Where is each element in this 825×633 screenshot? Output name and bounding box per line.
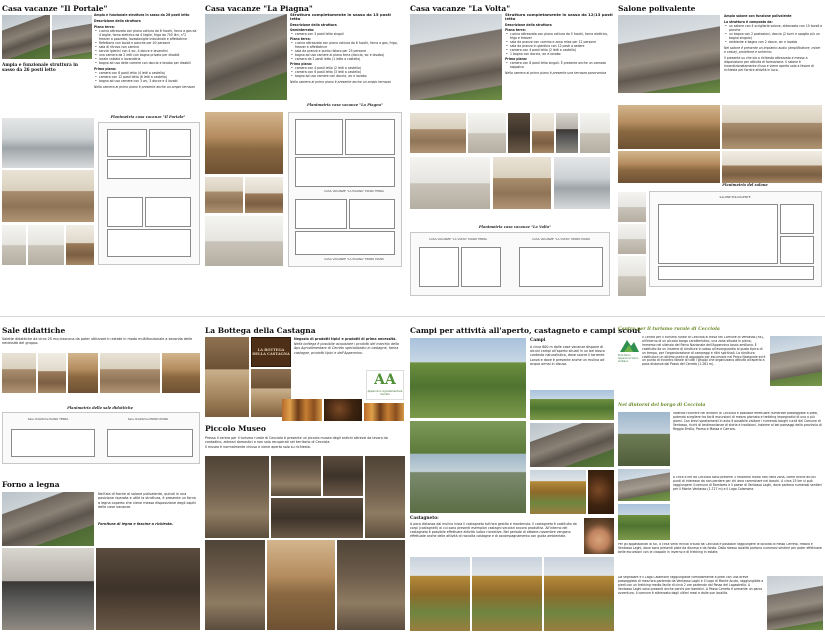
dintorni-description-2: A circa 6 km da Cecciola sono presenti 3 ristoranti molto noti nella zona, come anche alcuni punti di interesse da non perdere per chi ama camminare nei boschi. A circa 15 km si può raggiungere il comune di Ramiseto e il paese di Ventasso Laghi, dove partono numerosi sentieri per il Monte Ventasso (1.727 m) e il Lago Calamone. <box>673 476 822 491</box>
forno-fire-photo <box>96 548 200 630</box>
portale-kitchen-photo <box>2 118 94 168</box>
museum-photo-7 <box>267 540 335 630</box>
piagna-description <box>290 13 402 111</box>
list-item: • un salone con 4 scrigliarie salone, attrezzato con 10 tavoli e panche <box>724 24 823 32</box>
volta-plan-label-ground: CASA VACANZE "LA VOLTA" PIANO TERRA <box>429 237 487 241</box>
piagna-bedroom-photo <box>205 216 283 266</box>
piagna-basement-label: Seminterrato: <box>290 28 315 32</box>
piagna-first-label: Primo piano: <box>290 62 313 66</box>
portale-first-list <box>94 71 198 83</box>
piagna-exterior-photo <box>205 14 287 100</box>
salone-note2: Il presente su che sia a richiesta attrezzato e messo a disposizione per attività di formazione. Il salone è incondizionatamente d'uso e viene aperto solo a favore di richiesta per fornire attività in loco. <box>724 56 814 72</box>
parco-logo-caption: Ente Parco Appennino tosco-emiliano <box>618 354 639 363</box>
volta-exterior-photo <box>410 14 502 100</box>
castagneto-photo-3 <box>544 557 614 631</box>
volta-heading: Struttura completamente in sasso da 12/13 posti letto <box>505 13 613 21</box>
portale-title: Casa vacanze "Il Portale" <box>2 4 108 13</box>
list-item: • Refettorio con tavoli e panche per 40 persone <box>94 41 198 45</box>
centro-description: Il Centro per il turismo rurale di Cecciola si trova nel Comune di Ventasso (RE), all'interno di un piccolo borgo caratteristico, una zona situata in piena, immerso nel silenzio del Parco Nazionale dell'Appennino tosco-emiliano. È costituito da un insieme di strutture in sasso all'avanguardia al gusto tipico di un tempo, per l'organizzazione di campeggi e ritiri spirituali. La struttura costituisce un ottimo punto di appoggio per escursioni nel Parco Nazionale ed è un punto di incontro ideale di tutti i gruppi che organizzano attività all'aperto a poca distanza dal Passo del Cerreto (1.261 m). <box>642 336 766 367</box>
museum-photo-1 <box>205 456 269 538</box>
salone-items-list <box>724 24 823 44</box>
bottega-logo <box>366 370 404 400</box>
piagna-ground-label: Piano terra: <box>290 37 311 41</box>
piagna-basement-list <box>290 32 402 36</box>
salone-floor-plan <box>649 191 822 287</box>
sale-photo-5 <box>162 353 200 393</box>
dintorni-photo-4 <box>767 576 823 630</box>
volta-first-label: Primo piano: <box>505 57 528 61</box>
bottega-logo-letters: AA <box>374 372 396 388</box>
piagna-plan-label-ground: CASA VACANZE "LA PIAGNA" PIANO TERRA <box>324 189 384 193</box>
sale-plan-caption: Planimetria delle sale didattiche <box>67 406 133 410</box>
list-item: • camera con 4 posti letto (2 letti a castello) <box>290 66 402 70</box>
volta-kitchen-photo <box>554 157 610 209</box>
museum-photo-4 <box>365 456 405 538</box>
bottega-text: Negozio di prodotti tipici e prodotti di prima necessità. <box>294 337 397 341</box>
bottega-interior-photo <box>205 337 249 417</box>
salone-description <box>724 14 823 114</box>
volta-bunk-photo <box>468 113 506 153</box>
portale-dining-photo <box>2 170 94 222</box>
volta-ground-list <box>505 32 613 56</box>
castagneto-hands-photo <box>584 518 614 554</box>
salone-desc-label: La struttura è composta da: <box>724 20 773 24</box>
dintorni-title: Nei dintorni del borgo di Cecciola <box>618 403 706 408</box>
dintorni-description-4: Da segnalare è il Lago Calamone raggiungibile comodamente a piedi con una breve passeggiata di mezz'ora partendo da Ventasso Laghi e il Lago di Monte Acuto, raggiungibile a piedi con un trekking medio-facile di circa 2 ore partendo dal Passo del Lagastrello. A Ventasso Laghi sono presenti anche parchi per bambini. A Passo Cerreto è presente un parco avventura. Il comune è attrezzato dagli ultimi mesi e dalle sue località. <box>618 576 764 595</box>
list-item: • locale caldaia e lavanderia <box>94 57 198 61</box>
piagna-plan-label-first: CASA VACANZE "LA PIAGNA" PRIMO PIANO <box>324 257 384 261</box>
list-item: • camera con 4 posti letto (2 letti a castello) <box>505 48 613 52</box>
salone-room-photo <box>722 151 822 183</box>
list-item: • sala da pranzo e punto ristoro per 25 persone <box>290 49 402 53</box>
piagna-plan-caption: Planimetria casa vacanze "La Piagna" <box>307 103 383 107</box>
list-item: • sala di ritrovo con camino <box>94 45 198 49</box>
volta-first-list <box>505 61 613 69</box>
bottega-chestnut-photo <box>324 399 362 421</box>
portale-note: Nella camera al primo piano è presente anche un ampio terrazzo <box>94 85 195 89</box>
list-item: • sala da pranzo in giardino con 12 posti a sedere <box>505 44 613 48</box>
portale-ground-label: Piano terra: <box>94 25 115 29</box>
list-item: • camera con 3 posti letto singoli <box>290 32 402 36</box>
sale-plan-label-ground: Sale didattiche PIANO TERRA <box>27 417 69 421</box>
sale-photo-2 <box>38 353 66 393</box>
campi-mill-photo <box>530 423 614 467</box>
museum-photo-8 <box>337 540 405 630</box>
list-item: • cucina attrezzata con piano cottura da 6 fuochi, forno a gas, frigo, freezer e affettatrice <box>290 41 402 49</box>
salone-plan-caption: Planimetria del salone <box>722 183 768 187</box>
portale-exterior-photo <box>2 15 50 59</box>
campi-field-photo <box>410 338 526 418</box>
sale-title: Sale didattiche <box>2 326 66 335</box>
list-item: • una camera da 2 letti con bagno privato per disabili <box>94 53 198 57</box>
salone-exterior-photo <box>618 15 720 93</box>
piccolo-title: Piccolo Museo <box>205 424 266 433</box>
salone-hall2-photo <box>722 105 822 149</box>
museum-photo-3 <box>323 456 363 496</box>
volta-plan-label-first: CASA VACANZE "LA VOLTA" PRIMO PIANO <box>532 237 590 241</box>
list-item: • servizi igienici con 4 wc, 4 docce e lavandini <box>94 49 198 53</box>
piccolo-text2: Il museo è normalmente chiuso e viene aperto solo su richiesta. <box>205 445 311 450</box>
bottega-jars-photo <box>282 399 322 421</box>
volta-room-photo <box>493 157 551 209</box>
campi-description: A circa 600 m dalle case vacanze dispone di alcuni campi all'aperto situati in un bel bosco contesto naturalistico, dove scorre il torrente Lonza e dove è presente anche un mulino ad acqua ormai in disuso. <box>530 345 605 366</box>
dintorni-description-3: Per gli appassionati di sci, a circa venti minuti d'auto da Cecciola è possibile raggiungere le località di Passo Cerreto, Febbio e Ventasso Laghi, dove sono presenti piste da discesa e da fondo. Dalla stessa località partono numerosi sentieri per poter effettuare belle escursioni con le ciaspole in inverno e di trekking in estate. <box>618 543 822 554</box>
list-item: • 1 bagno con doccia, wc e lavabo <box>505 52 613 56</box>
castagneto-heading: Castagneto: <box>410 516 439 521</box>
list-item: • cucina attrezzata con piano cottura da 6 fuochi, forno a gas da 4 teglie, forno elettrico da 4 teglie, frigo da 700 litri, n°2 freezer a pozzetto, lavastoviglie industriale e affettatrice <box>94 29 198 41</box>
portale-desc-label: Descrizione della struttura <box>94 19 141 23</box>
centro-village-photo <box>770 336 822 386</box>
dintorni-photo-2 <box>618 469 670 501</box>
forno-description: Nell'aia di fronte al salone polivalente, quindi in una posizione riparata e utile la struttura, è presente un forno a legna coperto che viene messo disposizione degli ospiti delle case vacanze. <box>98 492 196 509</box>
salone-hall-photo <box>618 105 720 149</box>
volta-dining-photo <box>410 113 466 153</box>
list-item: • bagno ad uso camere al piano terra (doccia, wc e lavabo) <box>290 53 402 57</box>
forno-exterior-photo <box>2 492 94 546</box>
museum-photo-5 <box>271 498 363 538</box>
portale-floor-plan <box>98 122 200 265</box>
list-item: • bagno ad uso delle camere con doccia e lavabo per disabili <box>94 61 198 65</box>
forno-note: Fornitura di legna e fascine a richiesta. <box>98 522 174 526</box>
centro-title: Centro per il turismo rurale di Cecciola <box>618 327 720 332</box>
piagna-first-list <box>290 66 402 78</box>
list-item: • sala da pranzo con camino e zona relax per 12 persone <box>505 40 613 44</box>
dintorni-photo-3 <box>618 504 670 540</box>
portale-entrance-photo <box>52 15 92 59</box>
portale-ground-list <box>94 29 198 65</box>
sale-floor-plan <box>2 412 200 464</box>
dintorni-photo-1 <box>618 412 670 466</box>
sale-plan-label-first: Sale didattiche PRIMO PIANO <box>127 417 169 421</box>
volta-corridor-photo <box>508 113 530 153</box>
salone-note: Nel salone è presente un impianto audio (amplificatore, mixer e casse), proiettore e schermo. <box>724 46 821 54</box>
list-item: • cucina attrezzata con piano cottura da 5 fuochi, forno elettrico, frigo e freezer <box>505 32 613 40</box>
salone-bath-photo <box>618 192 646 222</box>
piagna-heading: Struttura completamente in sasso da 15 posti letto <box>290 13 391 21</box>
portale-heading-text: Ampia e funzionale struttura in sasso da 26 posti letto <box>94 13 190 17</box>
forno-title: Forno a legna <box>2 480 60 489</box>
piagna-floor-plan <box>288 112 402 267</box>
section-divider <box>0 316 825 317</box>
portale-heading: Ampia e funzionale struttura in sasso da 26 posti letto <box>2 63 79 73</box>
volta-floor-plan <box>410 232 610 296</box>
portale-first-label: Primo piano: <box>94 67 117 71</box>
parco-logo <box>618 336 640 366</box>
piagna-desc-label: Descrizione della struttura <box>290 23 337 27</box>
piagna-kitchen-photo <box>205 177 243 213</box>
sale-photo-3 <box>68 353 98 393</box>
salone-title: Salone polivalente <box>618 4 696 13</box>
volta-stairs-photo <box>532 113 554 153</box>
sale-photo-1 <box>2 353 36 393</box>
portale-washroom-photo <box>28 225 64 265</box>
salone-wc-photo <box>618 256 646 296</box>
piagna-room-photo <box>245 177 283 213</box>
list-item: • camera da 2 posti letto (1 letto a castello) <box>290 57 402 61</box>
sale-description: Salette didattiche da circa 25 mq ciascuna da poter utilizzare in estate in modo multifunzionale a seconda delle necessità del gruppo. <box>2 337 193 345</box>
bottega-logo-caption: Appennino Agroalimentare Cerreto <box>367 390 403 396</box>
dintorni-description: Valendo ricorrere nei dintorni di Cecciola è possibile effettuare numerose passeggiate a piedi, potendo scegliere tra facili escursioni di mezza giornata e trekking impegnativi di uno o più giorni. Con brevi spostamenti in auto è possibile visitare i numerosi borghi rurali del Comune di Ventasso, ricchi di testimonianze di storia e tradizioni, insieme ai bei paesaggi della provincia di Reggio Emilia, Parma e Massa e Carrara. <box>673 412 822 431</box>
piagna-title: Casa vacanze "La Piagna" <box>205 4 313 13</box>
volta-desc-label: Descrizione della struttura <box>505 23 552 27</box>
bottega-title: La Bottega della Castagna <box>205 326 316 335</box>
volta-plan-caption: Planimetria casa vacanze "La Volta" <box>478 225 552 229</box>
campi-title: Campi per attività all'aperto, castagneto e campi scout <box>410 326 641 335</box>
castagneto-photo-1 <box>410 557 470 631</box>
salone-heading: Ampio salone con funzione polivalente <box>724 14 792 18</box>
list-item: • bagno ad uso camere con 3 wc, 3 docce e 4 lavabi <box>94 79 198 83</box>
campi-woods-photo <box>530 470 586 514</box>
volta-title: Casa vacanze "La Volta" <box>410 4 511 13</box>
piagna-dining-photo <box>205 112 283 174</box>
bottega-text2: Nella bottega è possibile acquistare i prodotti del marchio della Aps Agroalimentare di Cerreto specializzato in castagne, farina castagne, prodotti tipici e dell'Appennino. <box>294 342 399 355</box>
castagneto-photo-2 <box>472 557 542 631</box>
volta-description <box>505 13 613 111</box>
forno-oven-photo <box>2 548 94 630</box>
museum-photo-2 <box>271 456 321 496</box>
portale-bathroom-photo <box>2 225 26 265</box>
list-item: • bagno ad uso camere con doccia, wc e lavabo <box>290 74 402 78</box>
campi-meadow-photo <box>530 390 614 420</box>
parco-logo-icon <box>618 336 640 354</box>
castagneto-description: A poca distanza dal mulino inizia il castagneto tutt'ora gestito e mantenuto. Il castagneto è costituito da corpi (castagneti) ai cui sono presenti esemplari castagni secolari ancora produttivi. All'interno del castagneto è possibile effettuare attività ludico ricreative. Nel periodo di ottobre-novembre vengono effettuate anche delle attività di raccolta castagne e di accompagnamento con guida ambientale. <box>410 522 577 538</box>
volta-bathroom-photo <box>580 113 610 153</box>
bottega-description <box>294 337 404 371</box>
campi-river-photo <box>410 421 526 513</box>
sale-photo-4 <box>100 353 160 393</box>
volta-bedroom-photo <box>410 157 490 209</box>
list-item: • camera con 6 posti letto (3 letti a castello) <box>290 70 402 74</box>
museum-photo-6 <box>205 540 265 630</box>
list-item: • camera con 12 posti letto (6 letti a castello) <box>94 75 198 79</box>
bottega-products-photo <box>364 403 404 421</box>
salone-plan-label: SALONE POLIVALENTE <box>719 195 751 199</box>
salone-shower-photo <box>618 224 646 254</box>
campi-heading: Campi <box>530 338 546 343</box>
piagna-note: Nella camera al primo piano è presente anche un ampio terrazzo <box>290 80 391 84</box>
portale-plan-caption: Planimetria casa vacanze "Il Portale" <box>110 115 186 119</box>
bottega-sign-text: LA BOTTEGA DELLA CASTAGNA <box>252 347 290 356</box>
list-item: • camera con 8 posti letto (4 letti a castello) <box>94 71 198 75</box>
piagna-ground-list <box>290 41 402 61</box>
bottega-sign <box>251 337 291 367</box>
portale-description <box>94 13 198 111</box>
volta-note: Nella camera al primo piano è presente una terrazza panoramica <box>505 71 607 75</box>
salone-tables-photo <box>618 151 720 183</box>
piccolo-text: Presso il centro per il turismo rurale di Cecciola è presente un piccolo museo degli antichi attrezzi da lavoro da contadino, attrezzi domestici e non solo recuperati nel territorio di Cecciola. <box>205 436 388 445</box>
volta-stove-photo <box>556 113 578 153</box>
portale-bedroom-photo <box>66 225 94 265</box>
list-item: • camera con 8 posti letto singoli. È presente anche un comodo soppalco <box>505 61 613 69</box>
list-item: • un bagno con 2 postazioni, doccia (2 turni e spoglio più un bagno singolo) <box>724 32 823 40</box>
list-item: • ambiente e bagno con 2 docce, wc e lavabo <box>724 40 823 44</box>
piccolo-description <box>205 436 405 452</box>
volta-ground-label: Piano terra: <box>505 28 526 32</box>
campi-chestnut-photo <box>588 470 614 514</box>
